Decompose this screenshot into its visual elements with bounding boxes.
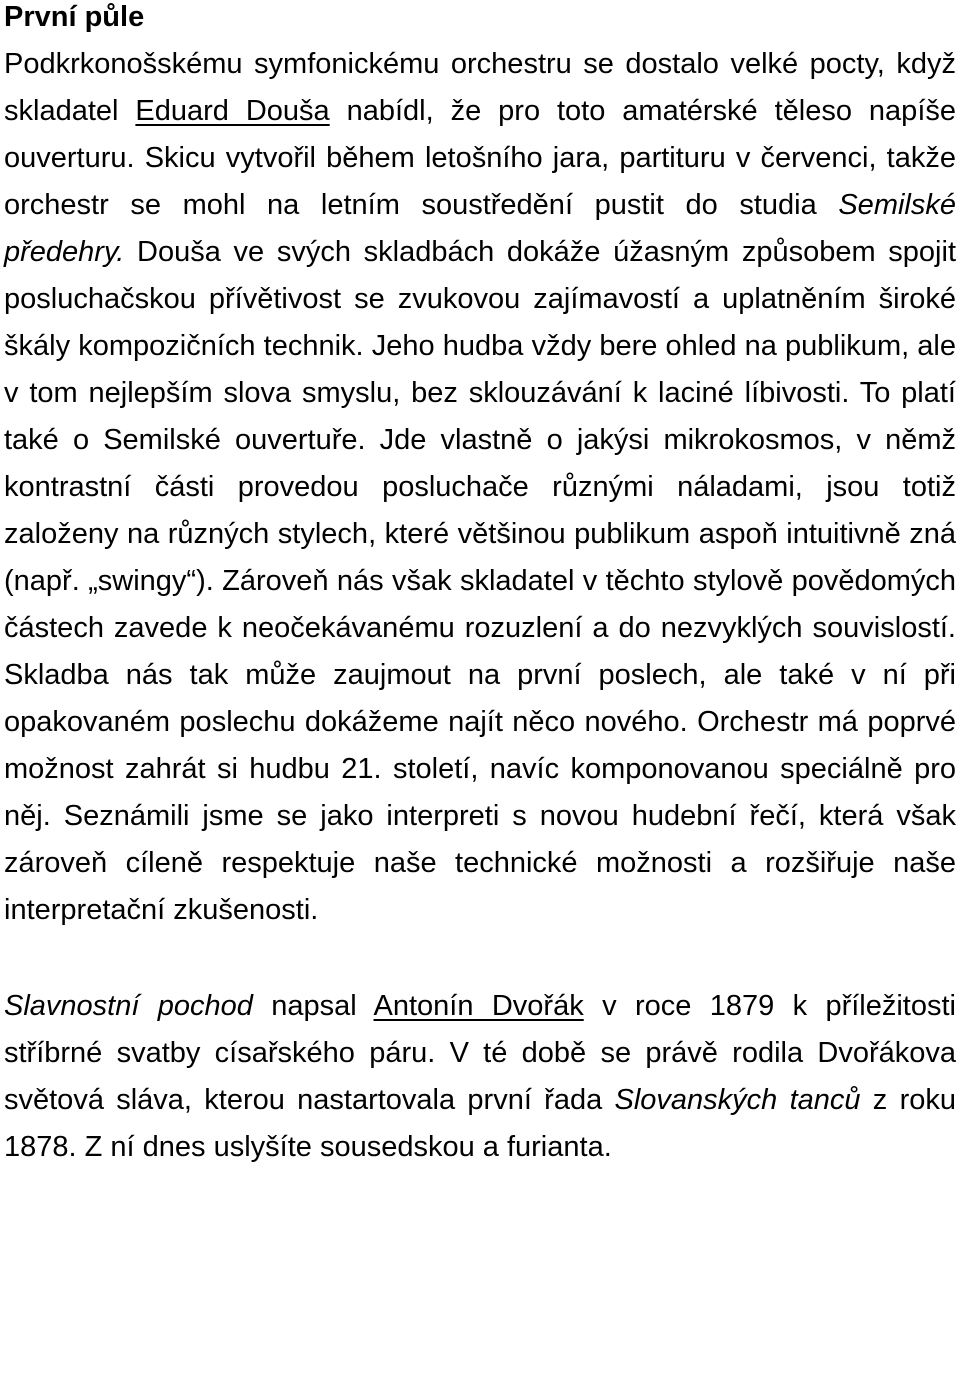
document-page: [4, 0, 956, 1171]
paragraph-text: Podkrkonošskému symfonickému orchestru se dostalo velké pocty, když skladatel: [4, 48, 956, 127]
composer-link-dousa[interactable]: Eduard Douša: [135, 95, 330, 127]
paragraph-text: v roce 1879 k příležitosti stříbrné svatby císařského páru. V té době se právě rodila Dvořákova světová sláva, kterou nastartovala první řada: [4, 990, 956, 1116]
composer-link-dvorak[interactable]: Antonín Dvořák: [373, 990, 584, 1022]
work-title: Semilské předehry.: [4, 189, 956, 268]
paragraph-dvorak: [4, 983, 956, 1171]
paragraph-text: napsal: [252, 990, 374, 1022]
paragraph-text: nabídl, že pro toto amatérské těleso napíše ouverturu. Skicu vytvořil během letošního jara, partituru v červenci, takže orchestr se mohl na letním soustředění pustit do studia: [4, 95, 956, 221]
section-heading: První půle: [4, 1, 145, 33]
paragraph-douse: [4, 41, 956, 934]
paragraph-text: z roku 1878. Z ní dnes uslyšíte sousedskou a furianta.: [4, 1084, 956, 1163]
paragraph-text: Douša ve svých skladbách dokáže úžasným způsobem spojit posluchačskou přívětivost se zvukovou zajímavostí a uplatněním široké škály kompozičních technik. Jeho hudba vždy bere ohled na publikum, ale v tom nejlepším slova smyslu, bez sklouzávání k laciné líbivosti. To platí také o Semilské ouvertuře. Jde vlastně o jakýsi mikrokosmos, v němž kontrastní části provedou posluchače různými náladami, jsou totiž založeny na různých stylech, které většinou publikum aspoň intuitivně zná (např. „swingy“). Zároveň nás však skladatel v těchto stylově povědomých částech zavede k neočekávanému rozuzlení a do nezvyklých souvislostí. Skladba nás tak může zaujmout na první poslech, ale také v ní při opakovaném poslechu dokážeme najít něco nového. Orchestr má poprvé možnost zahrát si hudbu 21. století, navíc komponovanou speciálně pro něj. Seznámili jsme se jako interpreti s novou hudební řečí, která však zároveň cíleně respektuje naše technické možnosti a rozšiřuje naše interpretační zkušenosti.: [4, 236, 956, 926]
work-title: Slovanských tanců: [614, 1084, 861, 1116]
work-title: Slavnostní pochod: [4, 990, 253, 1022]
